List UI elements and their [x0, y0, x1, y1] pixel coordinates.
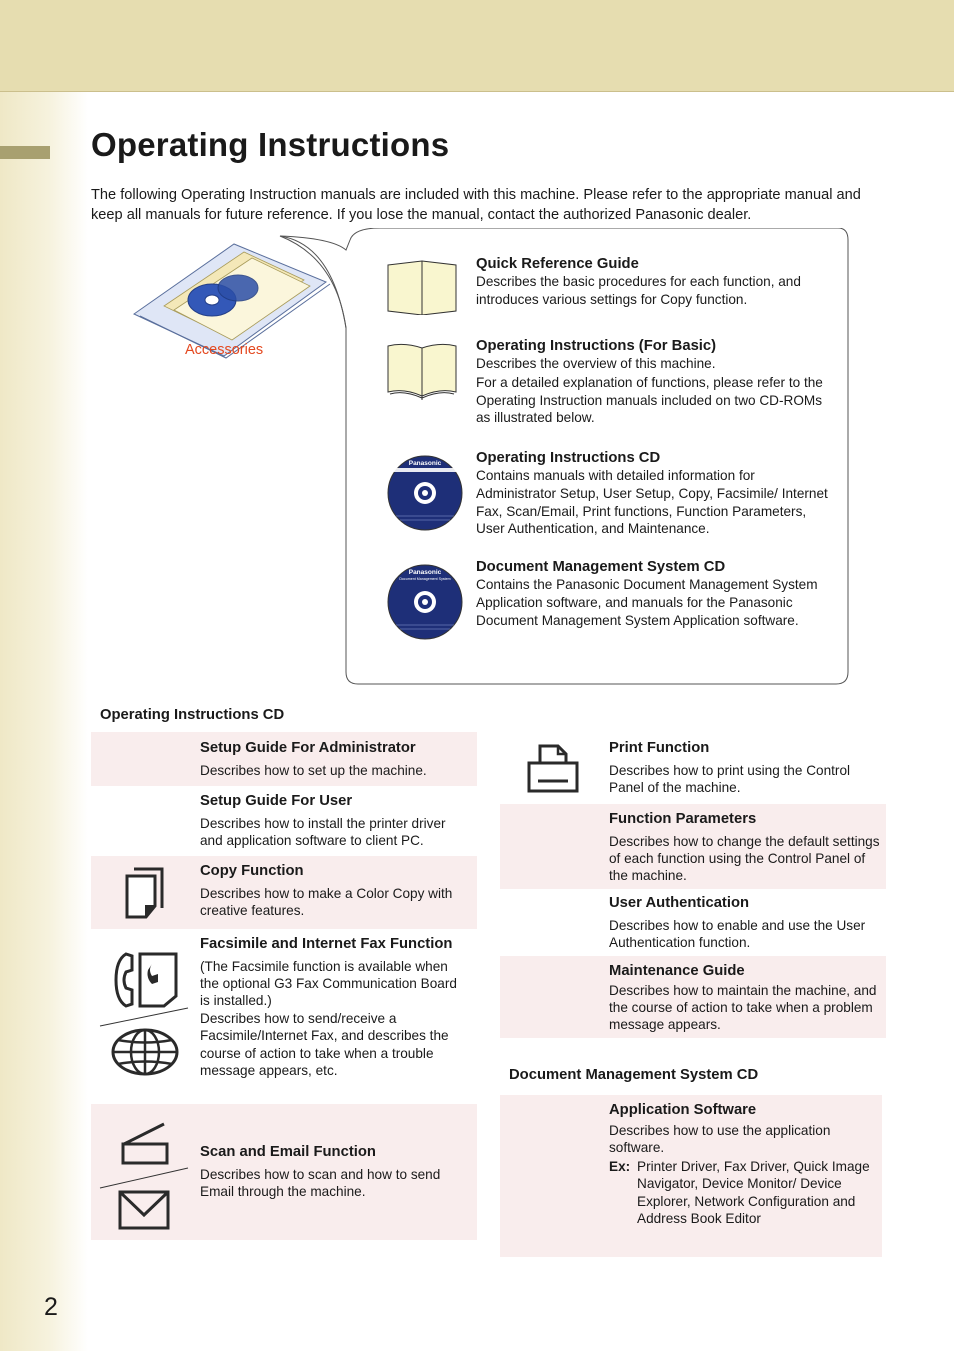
card-title: Maintenance Guide	[609, 963, 745, 979]
page-number: 2	[44, 1293, 58, 1321]
card-maintenance-text	[609, 962, 881, 1033]
book-title: Operating Instructions (For Basic)	[476, 338, 717, 354]
left-margin-gradient	[0, 92, 88, 1351]
card-function-parameters-text	[609, 810, 881, 884]
book-basic	[476, 337, 836, 427]
page-title: Operating Instructions	[91, 126, 450, 163]
card-title: Setup Guide For User	[200, 793, 353, 809]
card-description: Describes how to send/receive a Facsimile/Internet Fax, and describes the course of action to take when a trouble message appears, etc.	[200, 1011, 449, 1078]
card-print-text	[609, 739, 881, 796]
card-application-software-text	[609, 1101, 875, 1228]
card-description: Describes how to set up the machine.	[200, 762, 427, 778]
globe-icon	[110, 1027, 180, 1077]
book-description: Describes the overview of this machine.	[476, 356, 716, 371]
book-dms-cd	[476, 558, 836, 629]
section-title-oi-cd: Operating Instructions CD	[100, 707, 285, 723]
card-title: Copy Function	[200, 863, 304, 879]
side-tab-marker	[0, 146, 50, 159]
open-book-icon	[386, 340, 458, 402]
book-description: Contains manuals with detailed information for Administrator Setup, User Setup, Copy, Facsimile/ Internet Fax, Scan/Email, Print functions, Function Parameters, User Authentication, and Maintenance.	[476, 468, 828, 537]
card-title: Facsimile and Internet Fax Function	[200, 936, 453, 952]
print-icon	[526, 743, 580, 795]
example-list	[609, 1158, 875, 1228]
example-value: Printer Driver, Fax Driver, Quick Image Navigator, Device Monitor/ Device Explorer, Network Configuration and Address Book Editor	[637, 1158, 870, 1227]
card-title: Setup Guide For Administrator	[200, 740, 416, 756]
scanner-icon	[120, 1120, 170, 1166]
book-description: Contains the Panasonic Document Management System Application software, and manuals for the Panasonic Document Management System Application software.	[476, 577, 818, 628]
card-description: Describes how to change the default settings of each function using the Control Panel of the machine.	[609, 833, 880, 883]
card-setup-admin-text	[200, 739, 470, 779]
cd-sublabel: Document Management System	[399, 577, 451, 581]
card-description: Describes how to print using the Control Panel of the machine.	[609, 762, 851, 795]
card-title: Function Parameters	[609, 811, 757, 827]
intro-paragraph: The following Operating Instruction manuals are included with this machine. Please refer to the appropriate manual and keep all manuals for future reference. If you lose the manual, contact the authorized Panasonic dealer.	[91, 187, 861, 223]
header-band	[0, 0, 954, 92]
example-key: Ex:	[609, 1158, 631, 1174]
book-title: Operating Instructions CD	[476, 450, 661, 466]
book-oi-cd	[476, 449, 836, 538]
card-title: User Authentication	[609, 895, 750, 911]
card-copy-text	[200, 862, 470, 919]
icon-divider	[98, 1166, 190, 1190]
card-description: Describes how to use the application software.	[609, 1122, 831, 1156]
cd-rom-icon	[386, 563, 464, 641]
card-title: Print Function	[609, 740, 710, 756]
book-title: Document Management System CD	[476, 559, 726, 575]
card-description: (The Facsimile function is available when the optional G3 Fax Communication Board is installed.)	[200, 958, 457, 1008]
cd-brand: Panasonic	[408, 569, 442, 576]
card-description: Describes how to scan and how to send Email through the machine.	[200, 1166, 441, 1199]
card-scan-text	[200, 1143, 470, 1200]
card-description: Describes how to maintain the machine, and the course of action to take when a problem message appears.	[609, 982, 877, 1032]
fax-icon	[112, 950, 180, 1010]
card-description: Describes how to enable and use the User Authentication function.	[609, 917, 866, 950]
closed-booklet-icon	[386, 259, 458, 315]
book-quick-reference	[476, 255, 836, 309]
copy-icon	[124, 866, 166, 920]
icon-divider	[98, 1006, 190, 1028]
card-description: Describes how to make a Color Copy with creative features.	[200, 885, 453, 918]
card-user-auth-text	[609, 894, 881, 951]
card-description: Describes how to install the printer driver and application software to client PC.	[200, 815, 446, 848]
card-fax-text	[200, 935, 470, 1079]
card-title: Scan and Email Function	[200, 1144, 376, 1160]
section-title-dms-cd: Document Management System CD	[509, 1067, 759, 1083]
accessories-package-icon	[134, 244, 330, 358]
cd-rom-icon	[386, 454, 464, 532]
book-description: For a detailed explanation of functions, please refer to the Operating Instruction manuals included on two CD-ROMs as illustrated below.	[476, 374, 823, 426]
accessories-label: Accessories	[185, 342, 264, 358]
cd-brand: Panasonic	[408, 460, 442, 467]
book-title: Quick Reference Guide	[476, 256, 639, 272]
envelope-icon	[117, 1189, 171, 1231]
book-description: Describes the basic procedures for each function, and introduces various settings for Copy function.	[476, 274, 801, 307]
card-title: Application Software	[609, 1102, 757, 1118]
card-setup-user-text	[200, 792, 470, 849]
